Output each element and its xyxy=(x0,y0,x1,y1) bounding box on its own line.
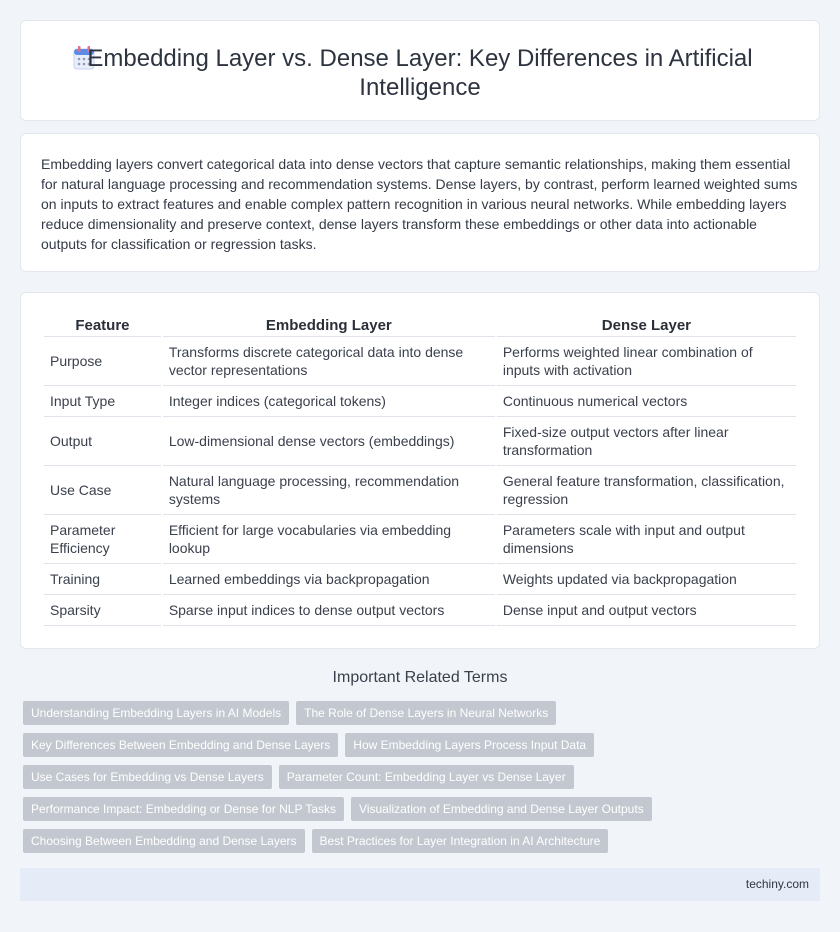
embedding-cell: Learned embeddings via backpropagation xyxy=(163,564,495,595)
related-term-link[interactable]: Parameter Count: Embedding Layer vs Dense Layer xyxy=(279,765,574,789)
embedding-cell: Integer indices (categorical tokens) xyxy=(163,386,495,417)
dense-cell: General feature transformation, classification, regression xyxy=(497,466,796,515)
related-terms-list xyxy=(23,701,823,861)
related-term-link[interactable]: How Embedding Layers Process Input Data xyxy=(345,733,594,757)
related-term-link[interactable]: Visualization of Embedding and Dense Layer Outputs xyxy=(351,797,652,821)
table-row xyxy=(44,337,796,386)
table-header-row xyxy=(44,315,796,337)
feature-cell: Input Type xyxy=(44,386,161,417)
related-terms-title: Important Related Terms xyxy=(332,669,508,686)
table-row xyxy=(44,564,796,595)
intro-text: Embedding layers convert categorical data into dense vectors that capture semantic relationships, making them essential for natural language processing and recommendation systems. Dense layers, by contrast, perform learned weighted sums on inputs to extract features and enable complex pattern recognition in various neural networks. While embedding layers reduce dimensionality and preserve context, dense layers transform these embeddings or other data into actionable outputs for classification or regression tasks. xyxy=(41,156,798,252)
related-term-link[interactable]: Key Differences Between Embedding and Dense Layers xyxy=(23,733,338,757)
dense-cell: Weights updated via backpropagation xyxy=(497,564,796,595)
embedding-cell: Sparse input indices to dense output vectors xyxy=(163,595,495,626)
embedding-cell: Transforms discrete categorical data into dense vector representations xyxy=(163,337,495,386)
header-embedding: Embedding Layer xyxy=(163,315,495,337)
dense-cell: Performs weighted linear combination of inputs with activation xyxy=(497,337,796,386)
header-feature: Feature xyxy=(44,315,161,337)
header-card xyxy=(20,20,820,121)
feature-cell: Use Case xyxy=(44,466,161,515)
table-row xyxy=(44,595,796,626)
comparison-card xyxy=(20,292,820,649)
related-term-link[interactable]: Understanding Embedding Layers in AI Models xyxy=(23,701,289,725)
table-row xyxy=(44,417,796,466)
related-term-link[interactable]: Performance Impact: Embedding or Dense for NLP Tasks xyxy=(23,797,344,821)
feature-cell: Parameter Efficiency xyxy=(44,515,161,564)
embedding-cell: Low-dimensional dense vectors (embeddings) xyxy=(163,417,495,466)
page-title: Embedding Layer vs. Dense Layer: Key Differences in Artificial Intelligence xyxy=(87,45,753,101)
dense-cell: Dense input and output vectors xyxy=(497,595,796,626)
related-term-link[interactable]: Best Practices for Layer Integration in AI Architecture xyxy=(312,829,609,853)
feature-cell: Output xyxy=(44,417,161,466)
footer-brand[interactable]: techiny.com xyxy=(745,877,809,891)
footer xyxy=(20,868,820,901)
related-term-link[interactable]: The Role of Dense Layers in Neural Networks xyxy=(296,701,556,725)
embedding-cell: Efficient for large vocabularies via embedding lookup xyxy=(163,515,495,564)
feature-cell: Purpose xyxy=(44,337,161,386)
comparison-table xyxy=(42,315,798,626)
table-row xyxy=(44,386,796,417)
header-dense: Dense Layer xyxy=(497,315,796,337)
dense-cell: Continuous numerical vectors xyxy=(497,386,796,417)
feature-cell: Training xyxy=(44,564,161,595)
table-row xyxy=(44,466,796,515)
feature-cell: Sparsity xyxy=(44,595,161,626)
related-term-link[interactable]: Choosing Between Embedding and Dense Layers xyxy=(23,829,305,853)
dense-cell: Parameters scale with input and output dimensions xyxy=(497,515,796,564)
table-row xyxy=(44,515,796,564)
embedding-cell: Natural language processing, recommendation systems xyxy=(163,466,495,515)
dense-cell: Fixed-size output vectors after linear transformation xyxy=(497,417,796,466)
related-term-link[interactable]: Use Cases for Embedding vs Dense Layers xyxy=(23,765,272,789)
intro-card xyxy=(20,133,820,272)
